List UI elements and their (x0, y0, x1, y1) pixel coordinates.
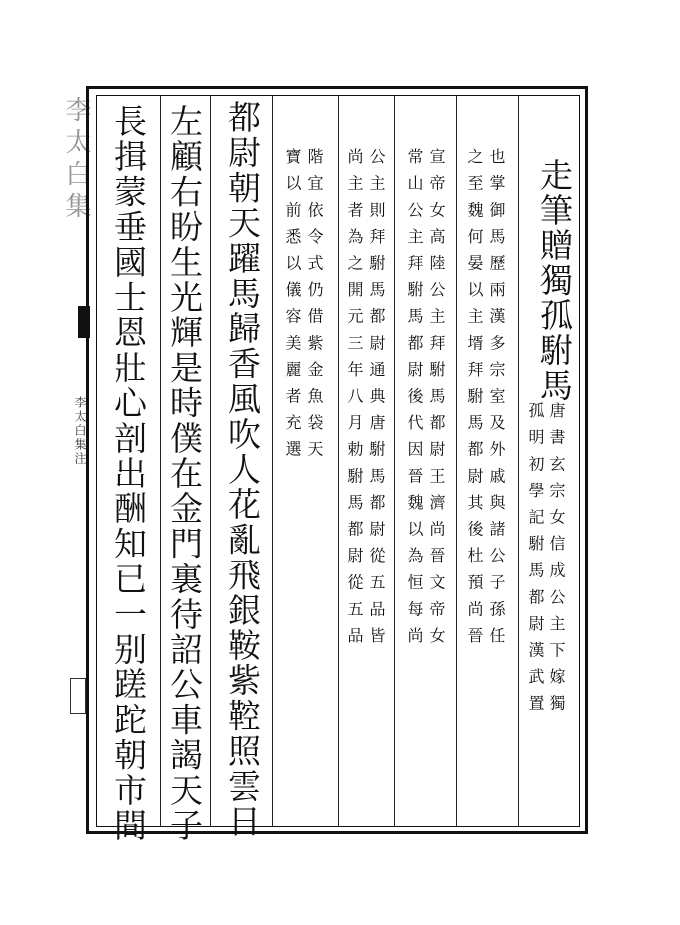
poem-line: 長揖蒙垂國士恩壯心剖出酬知已一别蹉跎朝市間 (109, 104, 148, 844)
column-rule (272, 96, 273, 826)
annotation-line: 公主則拜駙馬都尉通典唐駙馬都尉從五品皆 (367, 148, 386, 654)
bleed-through-heading: 李太白集 (61, 96, 91, 224)
annotation-line: 階宜依令式仍借紫金魚袋天 (305, 148, 324, 468)
annotation-line: 尚主者為之開元三年八月勅駙馬都尉從五品 (345, 148, 364, 654)
annotation-line: 唐書玄宗女信成公主下嫁獨 (547, 402, 566, 722)
annotation-line: 寶以前悉以儀容美麗者充選 (283, 148, 302, 468)
poem-line: 都尉朝天躍馬歸香風吹人花亂飛銀鞍紫鞚照雲日 (223, 100, 262, 840)
column-rule (394, 96, 395, 826)
annotation-line: 之至魏何晏以主壻拜駙馬都尉其後杜預尚晉 (465, 148, 484, 654)
annotation-line: 孤明初學記駙馬都尉漢武置 (526, 402, 545, 722)
poem-line: 左顧右盼生光輝是時僕在金門裏待詔公車謁天子 (165, 104, 204, 844)
annotation-line: 也掌御馬歷兩漢多宗室及外戚與諸公子孫任 (487, 148, 506, 654)
column-rule (338, 96, 339, 826)
page-number-mark (70, 678, 86, 714)
poem-title: 走筆贈獨孤駙馬 (535, 158, 574, 403)
annotation-line: 宣帝女高陸公主拜駙馬都尉王濟尚晉文帝女 (427, 148, 446, 654)
column-rule (456, 96, 457, 826)
column-rule (210, 96, 211, 826)
column-rule (518, 96, 519, 826)
column-rule (160, 96, 161, 826)
margin-book-label: 李太白集注 (73, 396, 87, 466)
annotation-line: 常山公主拜駙馬都尉後代因晉魏以為恒每尚 (405, 148, 424, 654)
